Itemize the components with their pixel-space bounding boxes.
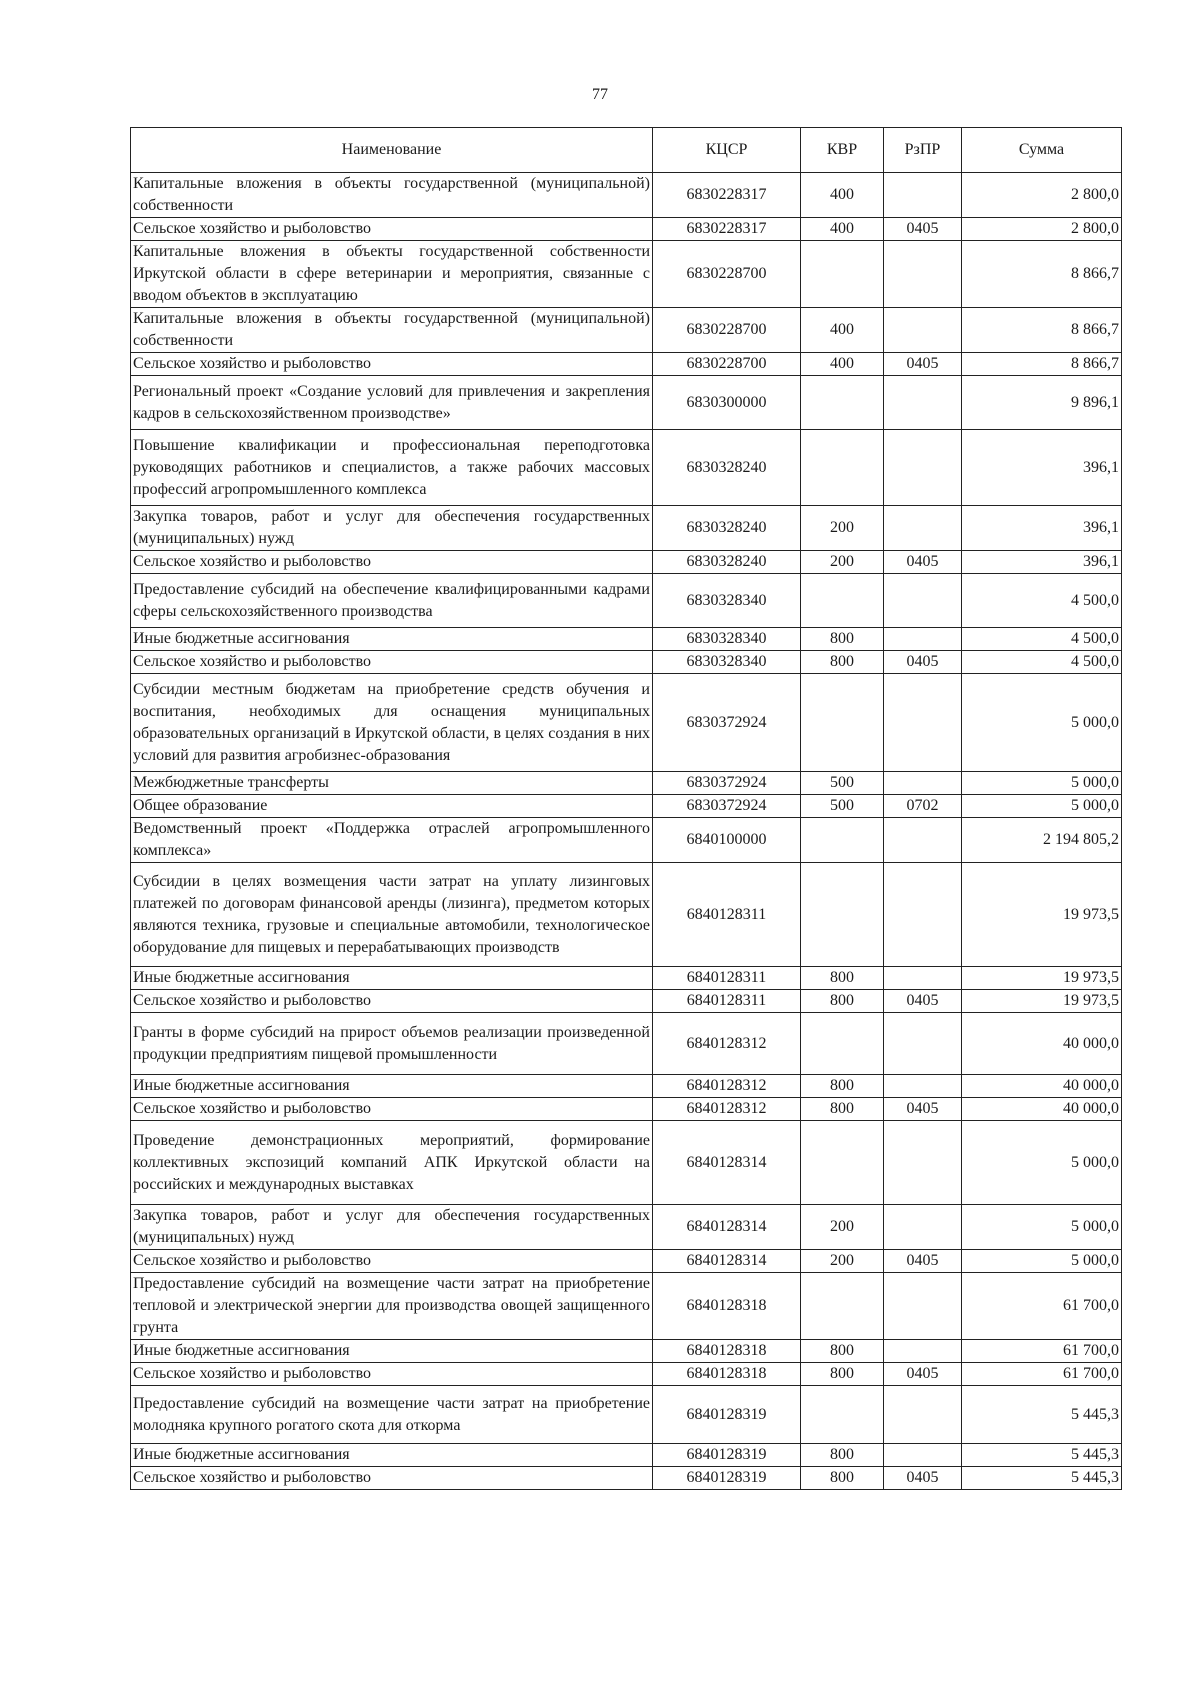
row-sum: 5 000,0 (962, 1121, 1122, 1205)
table-row (131, 574, 1122, 628)
row-name: Межбюджетные трансферты (131, 772, 653, 795)
row-kcsr: 6840128312 (653, 1013, 801, 1075)
row-name: Ведомственный проект «Поддержка отраслей агропромышленного комплекса» (131, 818, 653, 863)
row-name: Предоставление субсидий на обеспечение квалифицированными кадрами сферы сельскохозяйственного производства (131, 574, 653, 628)
row-kcsr: 6840128319 (653, 1467, 801, 1490)
row-kvr: 500 (801, 772, 884, 795)
row-rzpr (884, 1075, 962, 1098)
row-sum: 5 445,3 (962, 1386, 1122, 1444)
row-kvr: 200 (801, 1250, 884, 1273)
row-kcsr: 6840128319 (653, 1444, 801, 1467)
row-kcsr: 6830228317 (653, 173, 801, 218)
row-kcsr: 6830328340 (653, 574, 801, 628)
row-kcsr: 6840128319 (653, 1386, 801, 1444)
row-sum: 5 000,0 (962, 772, 1122, 795)
row-sum: 8 866,7 (962, 353, 1122, 376)
row-kcsr: 6840128312 (653, 1098, 801, 1121)
row-kvr (801, 1273, 884, 1340)
row-sum: 61 700,0 (962, 1340, 1122, 1363)
row-sum: 40 000,0 (962, 1098, 1122, 1121)
row-kvr: 800 (801, 1444, 884, 1467)
row-name: Сельское хозяйство и рыболовство (131, 651, 653, 674)
table-row (131, 772, 1122, 795)
row-kvr: 400 (801, 218, 884, 241)
row-rzpr (884, 628, 962, 651)
table-row (131, 218, 1122, 241)
header-kcsr: КЦСР (653, 128, 801, 173)
row-kcsr: 6840128311 (653, 967, 801, 990)
row-sum: 5 000,0 (962, 795, 1122, 818)
row-rzpr (884, 506, 962, 551)
row-name: Гранты в форме субсидий на прирост объемов реализации произведенной продукции предприятиям пищевой промышленности (131, 1013, 653, 1075)
row-kcsr: 6830328340 (653, 651, 801, 674)
row-sum: 19 973,5 (962, 990, 1122, 1013)
row-rzpr: 0405 (884, 1098, 962, 1121)
row-sum: 61 700,0 (962, 1363, 1122, 1386)
row-kcsr: 6830372924 (653, 772, 801, 795)
row-name: Субсидии в целях возмещения части затрат на уплату лизинговых платежей по договорам финансовой аренды (лизинга), предметом которых являются техника, грузовые и специальные автомобили, технологическое оборудование для пищевых и перерабатывающих производств (131, 863, 653, 967)
row-kcsr: 6830372924 (653, 795, 801, 818)
row-name: Сельское хозяйство и рыболовство (131, 551, 653, 574)
row-kvr (801, 1013, 884, 1075)
row-kvr (801, 1121, 884, 1205)
table-row (131, 1467, 1122, 1490)
table-row (131, 353, 1122, 376)
row-kvr: 800 (801, 1467, 884, 1490)
row-name: Иные бюджетные ассигнования (131, 1075, 653, 1098)
row-rzpr: 0405 (884, 1467, 962, 1490)
row-kcsr: 6830372924 (653, 674, 801, 772)
table-row (131, 430, 1122, 506)
row-sum: 396,1 (962, 506, 1122, 551)
header-kvr: КВР (801, 128, 884, 173)
table-row (131, 1013, 1122, 1075)
table-row (131, 628, 1122, 651)
row-kvr: 800 (801, 990, 884, 1013)
row-rzpr: 0405 (884, 651, 962, 674)
row-name: Повышение квалификации и профессиональная переподготовка руководящих работников и специалистов, а также рабочих массовых профессий агропромышленного комплекса (131, 430, 653, 506)
row-name: Общее образование (131, 795, 653, 818)
row-name: Сельское хозяйство и рыболовство (131, 990, 653, 1013)
row-rzpr (884, 967, 962, 990)
row-name: Закупка товаров, работ и услуг для обеспечения государственных (муниципальных) нужд (131, 506, 653, 551)
row-rzpr (884, 772, 962, 795)
row-rzpr (884, 241, 962, 308)
row-kcsr: 6830228700 (653, 353, 801, 376)
row-kvr: 200 (801, 1205, 884, 1250)
row-rzpr: 0405 (884, 551, 962, 574)
table-row (131, 1444, 1122, 1467)
row-kvr: 400 (801, 353, 884, 376)
row-kcsr: 6840100000 (653, 818, 801, 863)
row-kvr: 500 (801, 795, 884, 818)
table-row (131, 1363, 1122, 1386)
row-rzpr (884, 1205, 962, 1250)
row-kvr: 800 (801, 967, 884, 990)
row-sum: 2 800,0 (962, 173, 1122, 218)
row-name: Проведение демонстрационных мероприятий, формирование коллективных экспозиций компаний АПК Иркутской области на российских и международных выставках (131, 1121, 653, 1205)
row-kvr (801, 818, 884, 863)
row-kvr (801, 430, 884, 506)
row-rzpr (884, 1273, 962, 1340)
row-kvr (801, 574, 884, 628)
row-name: Капитальные вложения в объекты государственной (муниципальной) собственности (131, 173, 653, 218)
row-kvr: 400 (801, 308, 884, 353)
row-kcsr: 6830228700 (653, 241, 801, 308)
row-name: Закупка товаров, работ и услуг для обеспечения государственных (муниципальных) нужд (131, 1205, 653, 1250)
table-row (131, 795, 1122, 818)
row-rzpr (884, 430, 962, 506)
row-sum: 9 896,1 (962, 376, 1122, 430)
row-rzpr: 0405 (884, 990, 962, 1013)
table-row (131, 990, 1122, 1013)
row-kvr: 800 (801, 1340, 884, 1363)
row-sum: 4 500,0 (962, 574, 1122, 628)
row-name: Капитальные вложения в объекты государственной (муниципальной) собственности (131, 308, 653, 353)
row-name: Иные бюджетные ассигнования (131, 1444, 653, 1467)
row-kvr: 800 (801, 1098, 884, 1121)
row-sum: 396,1 (962, 430, 1122, 506)
row-name: Сельское хозяйство и рыболовство (131, 1098, 653, 1121)
row-sum: 19 973,5 (962, 967, 1122, 990)
row-kcsr: 6830228317 (653, 218, 801, 241)
row-kvr: 800 (801, 651, 884, 674)
row-rzpr (884, 1121, 962, 1205)
row-sum: 40 000,0 (962, 1013, 1122, 1075)
table-row (131, 818, 1122, 863)
row-name: Региональный проект «Создание условий для привлечения и закрепления кадров в сельскохозяйственном производстве» (131, 376, 653, 430)
row-sum: 4 500,0 (962, 628, 1122, 651)
row-name: Предоставление субсидий на возмещение части затрат на приобретение тепловой и электрической энергии для производства овощей защищенного грунта (131, 1273, 653, 1340)
row-rzpr (884, 1444, 962, 1467)
table-row (131, 551, 1122, 574)
header-name: Наименование (131, 128, 653, 173)
row-sum: 5 445,3 (962, 1444, 1122, 1467)
table-row (131, 1075, 1122, 1098)
table-row (131, 241, 1122, 308)
row-kcsr: 6840128318 (653, 1363, 801, 1386)
row-name: Иные бюджетные ассигнования (131, 967, 653, 990)
table-row (131, 1205, 1122, 1250)
row-kcsr: 6840128312 (653, 1075, 801, 1098)
row-rzpr (884, 173, 962, 218)
table-row (131, 1273, 1122, 1340)
row-rzpr: 0405 (884, 1250, 962, 1273)
row-rzpr (884, 1340, 962, 1363)
row-kvr (801, 241, 884, 308)
row-rzpr: 0405 (884, 218, 962, 241)
row-kcsr: 6840128314 (653, 1205, 801, 1250)
row-kcsr: 6840128318 (653, 1273, 801, 1340)
table-row (131, 651, 1122, 674)
row-kcsr: 6830328240 (653, 506, 801, 551)
row-kvr: 200 (801, 506, 884, 551)
table-row (131, 967, 1122, 990)
row-sum: 5 000,0 (962, 1250, 1122, 1273)
row-name: Сельское хозяйство и рыболовство (131, 1363, 653, 1386)
row-kcsr: 6830328240 (653, 551, 801, 574)
table-row (131, 1340, 1122, 1363)
row-sum: 5 000,0 (962, 674, 1122, 772)
row-kvr (801, 376, 884, 430)
row-name: Сельское хозяйство и рыболовство (131, 1250, 653, 1273)
row-name: Предоставление субсидий на возмещение части затрат на приобретение молодняка крупного рогатого скота для откорма (131, 1386, 653, 1444)
row-rzpr (884, 863, 962, 967)
row-sum: 5 445,3 (962, 1467, 1122, 1490)
row-kvr: 800 (801, 1075, 884, 1098)
table-header-row (131, 128, 1122, 173)
row-kcsr: 6830328340 (653, 628, 801, 651)
table-row (131, 1250, 1122, 1273)
row-name: Сельское хозяйство и рыболовство (131, 1467, 653, 1490)
row-kcsr: 6830300000 (653, 376, 801, 430)
row-kvr (801, 674, 884, 772)
row-sum: 61 700,0 (962, 1273, 1122, 1340)
table-row (131, 173, 1122, 218)
row-kcsr: 6840128311 (653, 863, 801, 967)
row-rzpr (884, 574, 962, 628)
row-kvr: 400 (801, 173, 884, 218)
row-kvr (801, 863, 884, 967)
row-sum: 40 000,0 (962, 1075, 1122, 1098)
row-kcsr: 6840128314 (653, 1250, 801, 1273)
row-kvr: 800 (801, 1363, 884, 1386)
header-rzpr: РзПР (884, 128, 962, 173)
row-kcsr: 6830328240 (653, 430, 801, 506)
table-body (131, 173, 1122, 1490)
table-row (131, 674, 1122, 772)
row-rzpr (884, 376, 962, 430)
row-name: Иные бюджетные ассигнования (131, 628, 653, 651)
row-rzpr: 0405 (884, 1363, 962, 1386)
row-rzpr: 0702 (884, 795, 962, 818)
row-rzpr (884, 1013, 962, 1075)
row-rzpr (884, 674, 962, 772)
row-kcsr: 6840128314 (653, 1121, 801, 1205)
table-row (131, 863, 1122, 967)
row-sum: 4 500,0 (962, 651, 1122, 674)
row-sum: 2 194 805,2 (962, 818, 1122, 863)
row-rzpr (884, 308, 962, 353)
row-rzpr (884, 1386, 962, 1444)
table-row (131, 308, 1122, 353)
budget-table (130, 127, 1122, 1490)
row-kcsr: 6840128311 (653, 990, 801, 1013)
row-kcsr: 6830228700 (653, 308, 801, 353)
row-rzpr: 0405 (884, 353, 962, 376)
table-row (131, 1098, 1122, 1121)
page-number: 77 (592, 86, 608, 103)
header-sum: Сумма (962, 128, 1122, 173)
row-rzpr (884, 818, 962, 863)
row-name: Субсидии местным бюджетам на приобретение средств обучения и воспитания, необходимых для оснащения муниципальных образовательных организаций в Иркутской области, в целях создания в них условий для развития агробизнес-образования (131, 674, 653, 772)
row-name: Капитальные вложения в объекты государственной собственности Иркутской области в сфере ветеринарии и мероприятия, связанные с вводом объектов в эксплуатацию (131, 241, 653, 308)
row-sum: 2 800,0 (962, 218, 1122, 241)
table-row (131, 376, 1122, 430)
table-row (131, 1121, 1122, 1205)
row-kvr: 800 (801, 628, 884, 651)
row-name: Сельское хозяйство и рыболовство (131, 353, 653, 376)
table-row (131, 1386, 1122, 1444)
row-name: Иные бюджетные ассигнования (131, 1340, 653, 1363)
row-kvr: 200 (801, 551, 884, 574)
table-row (131, 506, 1122, 551)
row-sum: 396,1 (962, 551, 1122, 574)
row-sum: 8 866,7 (962, 241, 1122, 308)
row-name: Сельское хозяйство и рыболовство (131, 218, 653, 241)
row-sum: 5 000,0 (962, 1205, 1122, 1250)
row-sum: 8 866,7 (962, 308, 1122, 353)
row-kvr (801, 1386, 884, 1444)
row-kcsr: 6840128318 (653, 1340, 801, 1363)
row-sum: 19 973,5 (962, 863, 1122, 967)
